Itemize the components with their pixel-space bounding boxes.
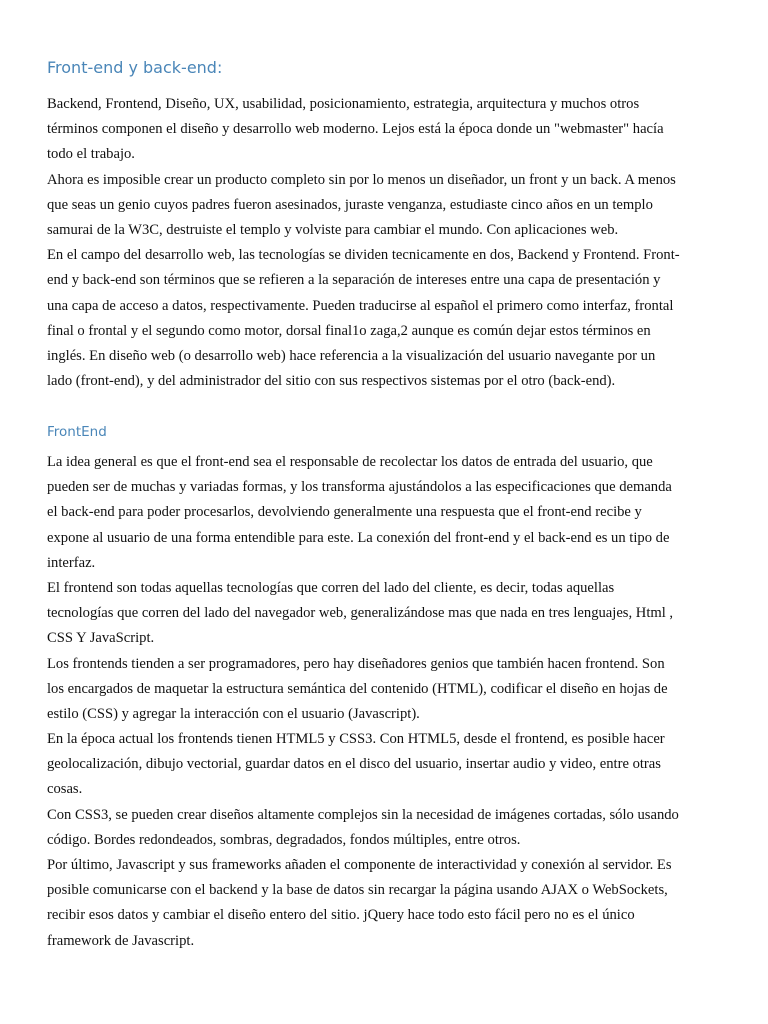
text-line: En la época actual los frontends tienen HTML5 y CSS3. Con HTML5, desde el frontend, es posible hacer	[47, 731, 665, 748]
text-line: final o frontal y el segundo como motor, dorsal final1o zaga,2 aunque es común dejar estos términos en	[47, 322, 651, 339]
text-line: código. Bordes redondeados, sombras, degradados, fondos múltiples, entre otros.	[47, 831, 521, 848]
section-frontend-body	[47, 450, 727, 954]
text-line: todo el trabajo.	[47, 146, 135, 163]
text-line: Backend, Frontend, Diseño, UX, usabilidad, posicionamiento, estrategia, arquitectura y muchos otros	[47, 96, 640, 112]
text-line: que seas un genio cuyos padres fueron asesinados, juraste venganza, estudiaste cinco años en un templo	[47, 196, 653, 213]
text-line: posible comunicarse con el backend y la base de datos sin recargar la página usando AJAX o WebSockets,	[47, 882, 668, 899]
text-line: geolocalización, dibujo vectorial, guardar datos en el disco del usuario, insertar audio y video, entre otras	[47, 756, 661, 773]
text-line: recibir esos datos y cambiar el diseño entero del sitio. jQuery hace todo esto fácil pero no es el único	[47, 907, 635, 924]
text-line: cosas.	[47, 781, 83, 798]
text-line: términos componen el diseño y desarrollo web moderno. Lejos está la época donde un "webmaster" hacía	[47, 121, 664, 138]
text-line: expone al usuario de una forma entendible para este. La conexión del front-end y el back-end es un tipo de	[47, 529, 670, 546]
text-line: tecnologías que corren del lado del navegador web, generalizándose mas que nada en tres lenguajes, Html ,	[47, 605, 674, 622]
text-line: Por último, Javascript y sus frameworks añaden el componente de interactividad y conexión al servidor. Es	[47, 857, 672, 873]
text-line: CSS Y JavaScript.	[47, 630, 155, 647]
text-line: los encargados de maquetar la estructura semántica del contenido (HTML), codificar el diseño en hojas de	[47, 680, 668, 697]
text-line: pueden ser de muchas y variadas formas, y los transforma ajustándolos a las especificaciones que demanda	[47, 479, 672, 496]
text-line: el back-end para poder procesarlos, devolviendo generalmente una respuesta que el front-end recibe y	[47, 504, 642, 521]
text-line: Ahora es imposible crear un producto completo sin por lo menos un diseñador, un front y un back. A menos	[47, 171, 676, 188]
text-line: una capa de acceso a datos, respectivamente. Pueden traducirse al español el primero como interfaz, frontal	[47, 297, 674, 314]
section-intro-body	[47, 92, 727, 394]
text-line: interfaz.	[47, 554, 96, 571]
text-line: samurai de la W3C, destruiste el templo y volviste para cambiar el mundo. Con aplicaciones web.	[47, 221, 619, 238]
text-line: Los frontends tienden a ser programadores, pero hay diseñadores genios que también hacen frontend. Son	[47, 655, 665, 672]
text-line: estilo (CSS) y agregar la interacción con el usuario (Javascript).	[47, 705, 420, 722]
text-line: En el campo del desarrollo web, las tecnologías se dividen tecnicamente en dos, Backend y Frontend. Front-	[47, 247, 680, 264]
text-line: end y back-end son términos que se refieren a la separación de intereses entre una capa de presentación y	[47, 272, 661, 289]
text-line: La idea general es que el front-end sea el responsable de recolectar los datos de entrada del usuario, que	[47, 454, 653, 470]
heading-frontend: FrontEnd	[47, 424, 107, 440]
text-line: lado (front-end), y del administrador del sitio con sus respectivos sistemas por el otro (back-end).	[47, 373, 616, 390]
heading-front-end-back-end: Front-end y back-end:	[47, 58, 223, 77]
text-line: framework de Javascript.	[47, 932, 195, 949]
text-line: Con CSS3, se pueden crear diseños altamente complejos sin la necesidad de imágenes cortadas, sólo usando	[47, 806, 679, 823]
text-line: inglés. En diseño web (o desarrollo web) hace referencia a la visualización del usuario navegante por un	[47, 347, 656, 364]
text-line: El frontend son todas aquellas tecnologías que corren del lado del cliente, es decir, todas aquellas	[47, 579, 615, 596]
